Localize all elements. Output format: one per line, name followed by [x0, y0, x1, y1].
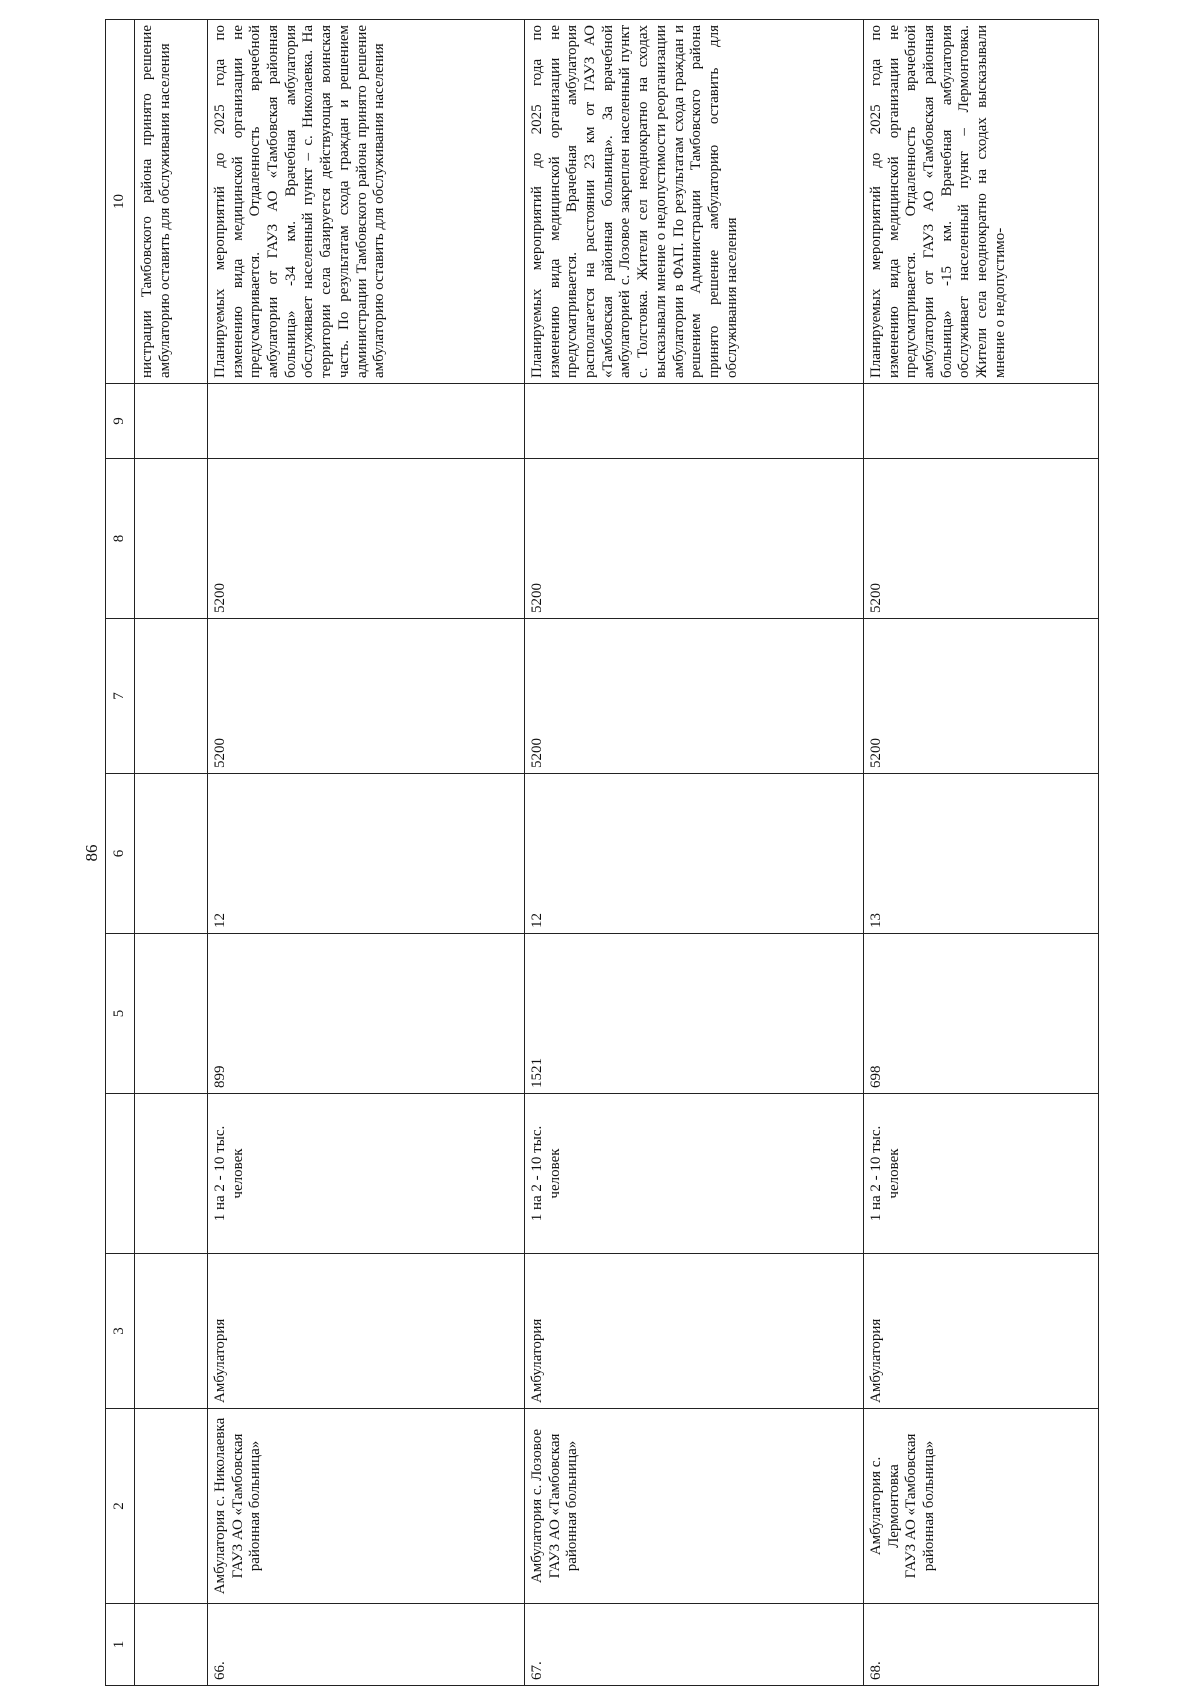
table-row — [864, 20, 1099, 1686]
facility-norm: 1 на 2 - 10 тыс. человек — [525, 1094, 864, 1254]
facility-type: Амбулатория — [208, 1254, 525, 1409]
header-cell-1: 1 — [106, 1604, 135, 1686]
cell-col9 — [864, 384, 1099, 459]
cell-col7: 5200 — [525, 619, 864, 774]
facility-name-line2: ГАУЗ АО «Тамбовская районная больница» — [546, 1433, 581, 1579]
header-cell-4 — [106, 1094, 135, 1254]
cell-col10: Планируемых мероприятий до 2025 года по изменению вида медицинской организации не предусматривается. Врачебная амбулатория располагается на расстоянии 23 км от ГАУЗ АО «Тамбовская районная больница». За врачебной амбулаторией с. Лозовое закреплен населенный пункт с. Толстовка. Жители сел неоднократно на сходах высказывали мнение о недопустимости реорганизации амбулатории в ФАП. По результатам схода граждан и решением Администрации Тамбовского района принято решение амбулаторию оставить для обслуживания населения — [525, 20, 864, 384]
cell-col8: 5200 — [208, 459, 525, 619]
header-cell-9: 9 — [106, 384, 135, 459]
cell-col7: 5200 — [208, 619, 525, 774]
row-number: 67. — [525, 1604, 864, 1686]
cell-col5: 698 — [864, 934, 1099, 1094]
table-row — [208, 20, 525, 1686]
cell-col8: 5200 — [864, 459, 1099, 619]
facility-name-line2: ГАУЗ АО «Тамбовская районная больница» — [903, 1433, 938, 1579]
continuation-row — [135, 20, 208, 1686]
table-row — [525, 20, 864, 1686]
header-cell-10: 10 — [106, 20, 135, 384]
facility-name-line1: Амбулатория с. Лозовое — [529, 1428, 545, 1584]
header-cell-8: 8 — [106, 459, 135, 619]
facility-type: Амбулатория — [864, 1254, 1099, 1409]
facility-name — [208, 1409, 525, 1604]
header-row — [106, 20, 135, 1686]
page-number: 86 — [82, 844, 101, 862]
row-number: 66. — [208, 1604, 525, 1686]
cell-col10: Планируемых мероприятий до 2025 года по изменению вида медицинской организации не предусматривается. Отдаленность врачебной амбулатории от ГАУЗ АО «Тамбовская районная больница» -34 км. Врачебная амбулатория обслуживает населенный пункт – с. Николаевка. На территории села базируется действующая воинская часть. По результатам схода граждан и решением администрации Тамбовского района принято решение амбулаторию оставить для обслуживания населения — [208, 20, 525, 384]
facility-type: Амбулатория — [525, 1254, 864, 1409]
facility-norm: 1 на 2 - 10 тыс. человек — [864, 1094, 1099, 1254]
cell-col9 — [208, 384, 525, 459]
row-number: 68. — [864, 1604, 1099, 1686]
continuation-text: нистрации Тамбовского района принято решение амбулаторию оставить для обслуживания населения — [135, 20, 208, 384]
data-table — [105, 19, 1099, 1686]
cell-col10: Планируемых мероприятий до 2025 года по изменению вида медицинской организации не предусматривается. Отдаленность врачебной амбулатории от ГАУЗ АО «Тамбовская районная больница» -15 км. Врачебная амбулатория обслуживает населенный пункт – Лермонтовка. Жители села неоднократно на сходах высказывали мнение о недопустимо- — [864, 20, 1099, 384]
cell-col5: 899 — [208, 934, 525, 1094]
cell-col6: 12 — [208, 774, 525, 934]
cell-col7: 5200 — [864, 619, 1099, 774]
facility-name-line1: Амбулатория с. Лермонтовка — [868, 1456, 902, 1556]
cell-col5: 1521 — [525, 934, 864, 1094]
header-cell-5: 5 — [106, 934, 135, 1094]
facility-name-line2: ГАУЗ АО «Тамбовская районная больница» — [229, 1433, 264, 1579]
facility-norm: 1 на 2 - 10 тыс. человек — [208, 1094, 525, 1254]
facility-name-line1: Амбулатория с. Николаевка — [212, 1417, 228, 1595]
facility-name — [525, 1409, 864, 1604]
header-cell-3: 3 — [106, 1254, 135, 1409]
header-cell-2: 2 — [106, 1409, 135, 1604]
cell-col9 — [525, 384, 864, 459]
facility-name — [864, 1409, 1099, 1604]
cell-col6: 13 — [864, 774, 1099, 934]
header-cell-7: 7 — [106, 619, 135, 774]
cell-col6: 12 — [525, 774, 864, 934]
header-cell-6: 6 — [106, 774, 135, 934]
cell-col8: 5200 — [525, 459, 864, 619]
